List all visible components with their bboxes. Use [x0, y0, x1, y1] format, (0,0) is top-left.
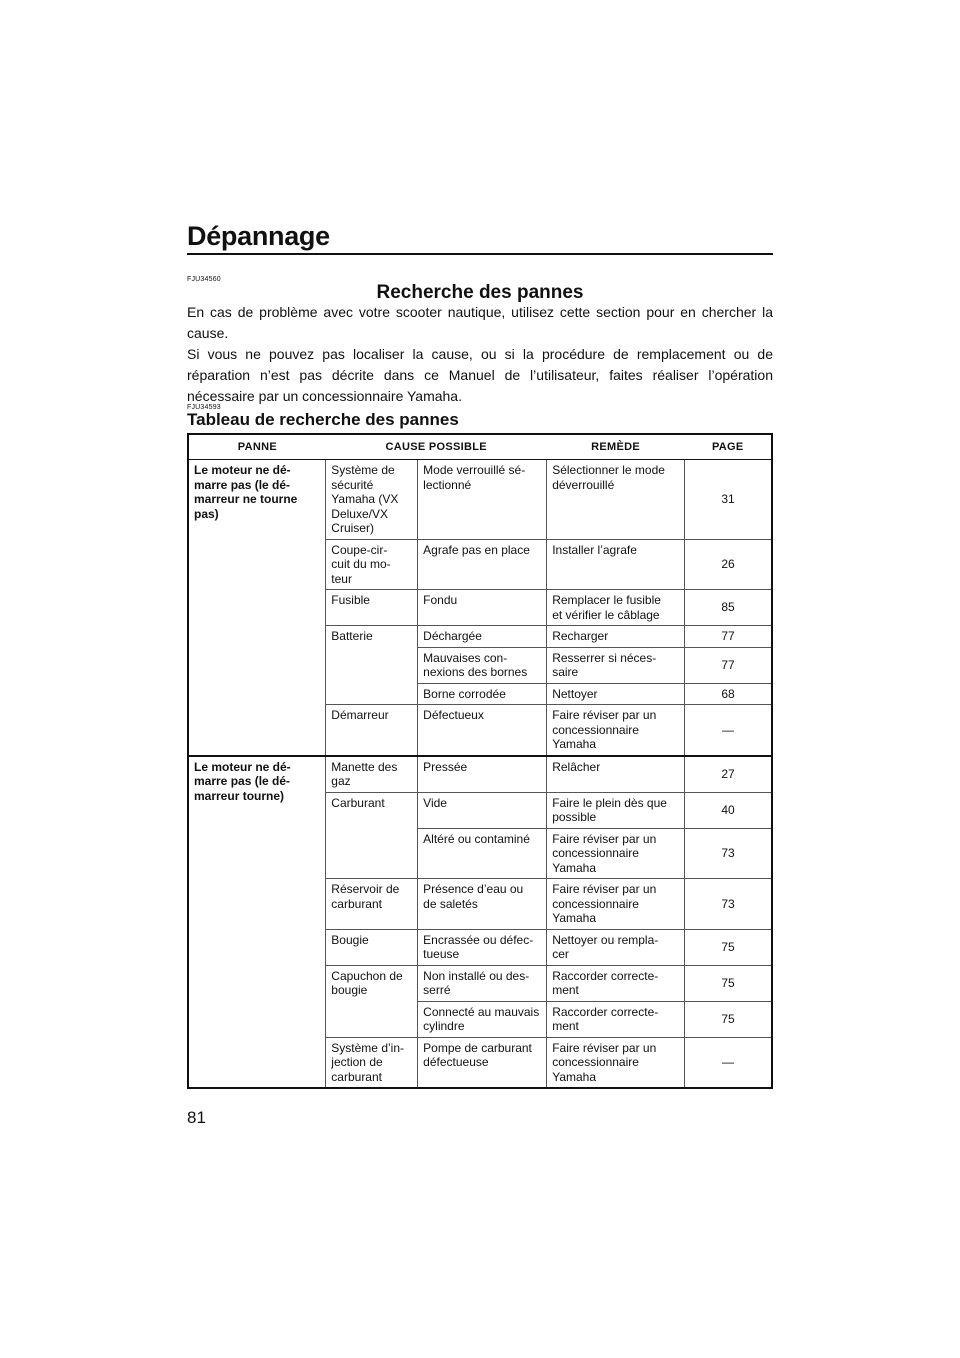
cause-cell: Capuchon de bougie: [326, 965, 418, 1037]
remede-cell: Raccorder correcte- ment: [547, 1001, 685, 1037]
subsection-title: Tableau de recherche des pannes: [187, 410, 459, 429]
state-cell: Vide: [418, 792, 547, 828]
section-title: Recherche des pannes: [376, 282, 584, 303]
page-cell: 73: [685, 828, 773, 879]
header-remede: REMÈDE: [547, 434, 685, 460]
state-cell: Mode verrouillé sé- lectionné: [418, 460, 547, 540]
state-cell: Mauvaises con- nexions des bornes: [418, 647, 547, 683]
remede-cell: Sélectionner le mode déverrouillé: [547, 460, 685, 540]
remede-cell: Faire réviser par un concessionnaire Yamaha: [547, 705, 685, 756]
page-cell: 75: [685, 965, 773, 1001]
remede-cell: Nettoyer ou rempla- cer: [547, 929, 685, 965]
remede-cell: Installer l’agrafe: [547, 539, 685, 590]
section-code: FJU34560: [187, 276, 221, 283]
remede-cell: Remplacer le fusible et vérifier le câblage: [547, 590, 685, 626]
state-cell: Agrafe pas en place: [418, 539, 547, 590]
page-cell: 31: [685, 460, 773, 540]
header-panne: PANNE: [188, 434, 326, 460]
panne-cell: Le moteur ne dé- marre pas (le dé- marreur ne tourne pas): [188, 460, 326, 756]
header-cause: CAUSE POSSIBLE: [326, 434, 547, 460]
page-cell: —: [685, 705, 773, 756]
state-cell: Fondu: [418, 590, 547, 626]
contact-dealer-paragraph: Si vous ne pouvez pas localiser la cause, ou si la procédure de remplacement ou de réparation n’est pas décrite dans ce Manuel de l’utilisateur, faites réaliser l’opération nécessaire par un concessionnaire Yamaha.: [187, 346, 773, 404]
subsection-code: FJU34593: [187, 404, 221, 411]
cause-cell: Manette des gaz: [326, 756, 418, 793]
remede-cell: Recharger: [547, 626, 685, 648]
cause-cell: Carburant: [326, 792, 418, 879]
page-cell: 75: [685, 929, 773, 965]
page-cell: 26: [685, 539, 773, 590]
remede-cell: Raccorder correcte- ment: [547, 965, 685, 1001]
page-cell: 85: [685, 590, 773, 626]
page-cell: 77: [685, 647, 773, 683]
remede-cell: Relâcher: [547, 756, 685, 793]
state-cell: Déchargée: [418, 626, 547, 648]
cause-cell: Réservoir de carburant: [326, 879, 418, 930]
panne-cell: Le moteur ne dé- marre pas (le dé- marreur tourne): [188, 756, 326, 1089]
remede-cell: Faire réviser par un concessionnaire Yamaha: [547, 879, 685, 930]
page-cell: 40: [685, 792, 773, 828]
page-cell: 27: [685, 756, 773, 793]
table-row: [188, 756, 772, 793]
intro-paragraph: En cas de problème avec votre scooter nautique, utilisez cette section pour en chercher la cause.: [187, 304, 773, 341]
state-cell: Présence d’eau ou de saletés: [418, 879, 547, 930]
page-cell: —: [685, 1037, 773, 1088]
chapter-title: Dépannage: [187, 221, 330, 251]
cause-cell: Démarreur: [326, 705, 418, 756]
state-cell: Non installé ou des- serré: [418, 965, 547, 1001]
cause-cell: Bougie: [326, 929, 418, 965]
cause-cell: Système d’in- jection de carburant: [326, 1037, 418, 1088]
remede-cell: Faire réviser par un concessionnaire Yamaha: [547, 828, 685, 879]
state-cell: Pompe de carburant défectueuse: [418, 1037, 547, 1088]
remede-cell: Nettoyer: [547, 683, 685, 705]
state-cell: Encrassée ou défec- tueuse: [418, 929, 547, 965]
troubleshooting-table: [187, 433, 773, 1089]
table-row: [188, 460, 772, 540]
cause-cell: Fusible: [326, 590, 418, 626]
page-number: 81: [187, 1108, 206, 1127]
page-cell: 68: [685, 683, 773, 705]
state-cell: Borne corrodée: [418, 683, 547, 705]
remede-cell: Faire réviser par un concessionnaire Yamaha: [547, 1037, 685, 1088]
state-cell: Pressée: [418, 756, 547, 793]
state-cell: Défectueux: [418, 705, 547, 756]
cause-cell: Batterie: [326, 626, 418, 705]
state-cell: Connecté au mauvais cylindre: [418, 1001, 547, 1037]
chapter-divider: [187, 253, 773, 255]
remede-cell: Faire le plein dès que possible: [547, 792, 685, 828]
page-cell: 77: [685, 626, 773, 648]
remede-cell: Resserrer si néces- saire: [547, 647, 685, 683]
table-header-row: [188, 434, 772, 460]
page-cell: 73: [685, 879, 773, 930]
state-cell: Altéré ou contaminé: [418, 828, 547, 879]
cause-cell: Système de sécurité Yamaha (VX Deluxe/VX Cruiser): [326, 460, 418, 540]
cause-cell: Coupe-cir- cuit du mo- teur: [326, 539, 418, 590]
page-cell: 75: [685, 1001, 773, 1037]
header-page: PAGE: [685, 434, 773, 460]
